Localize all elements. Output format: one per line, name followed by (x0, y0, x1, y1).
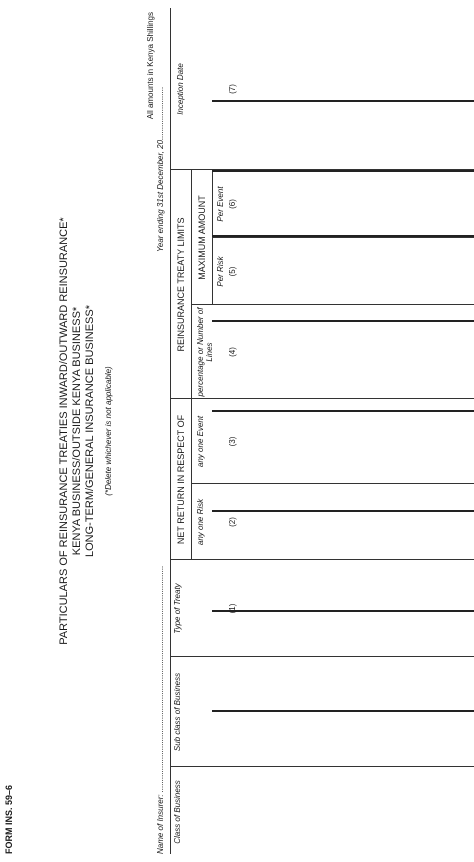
row-rule-2 (212, 610, 474, 612)
amounts-note: All amounts in Kenya Shillings (146, 12, 155, 120)
header-inception-date: Inception Date (176, 63, 185, 115)
col-number-4: (4) (228, 347, 237, 357)
form-title-line-2: KENYA BUSINESS/OUTSIDE KENYA BUSINESS* (71, 306, 83, 556)
header-sub-class-of-business: Sub class of Business (173, 672, 182, 752)
header-net-return: NET RETURN IN RESPECT OF (176, 414, 186, 545)
col-divider-7 (212, 237, 474, 238)
form-title-line-3: LONG-TERM/GENERAL INSURANCE BUSINESS* (84, 304, 96, 558)
form-title-line-1: PARTICULARS OF REINSURANCE TREATIES INWARD/OUTWARD REINSURANCE* (58, 217, 70, 645)
row-rule-3 (212, 510, 474, 512)
col-number-2: (2) (228, 517, 237, 527)
row-rule-4 (212, 410, 474, 412)
delete-note: (*Delete whichever is not applicable) (104, 366, 113, 496)
header-percentage-lines: percentage or Number of Lines (196, 307, 214, 397)
header-type-of-treaty: Type of Treaty (173, 583, 182, 634)
col-divider-5 (170, 398, 474, 399)
col-number-6: (6) (228, 199, 237, 209)
year-ending-field: Year ending 31st December, 20........................ (156, 86, 165, 252)
header-per-event: Per Event (216, 186, 225, 222)
col-number-5: (5) (228, 266, 237, 277)
row-rule-1 (212, 710, 474, 712)
header-maximum-amount: MAXIMUM AMOUNT (197, 195, 207, 280)
header-reinsurance-limits: REINSURANCE TREATY LIMITS (176, 217, 186, 352)
col-number-3: (3) (228, 436, 237, 447)
col-divider-2 (170, 656, 474, 657)
row-rule-6 (212, 235, 474, 237)
form-number: FORM INS. 59–6 (4, 784, 14, 854)
row-rule-8 (212, 100, 474, 102)
limits-header-rule (191, 170, 192, 399)
header-any-one-risk: any one Risk (196, 498, 205, 546)
col-divider-3 (170, 559, 474, 560)
name-of-insurer-field: Name of Insurer: ...................................................................................................... (156, 565, 165, 854)
table-top-border (170, 8, 171, 854)
header-any-one-event: any one Event (196, 415, 205, 468)
net-return-header-rule (191, 399, 192, 560)
header-class-of-business: Class of Business (173, 780, 182, 844)
col-number-7: (7) (228, 84, 237, 94)
header-per-risk: Per Risk (216, 256, 225, 287)
row-rule-7 (212, 170, 474, 172)
col-number-1: (1) (228, 603, 237, 614)
col-divider-1 (170, 766, 474, 767)
row-rule-5 (212, 320, 474, 322)
